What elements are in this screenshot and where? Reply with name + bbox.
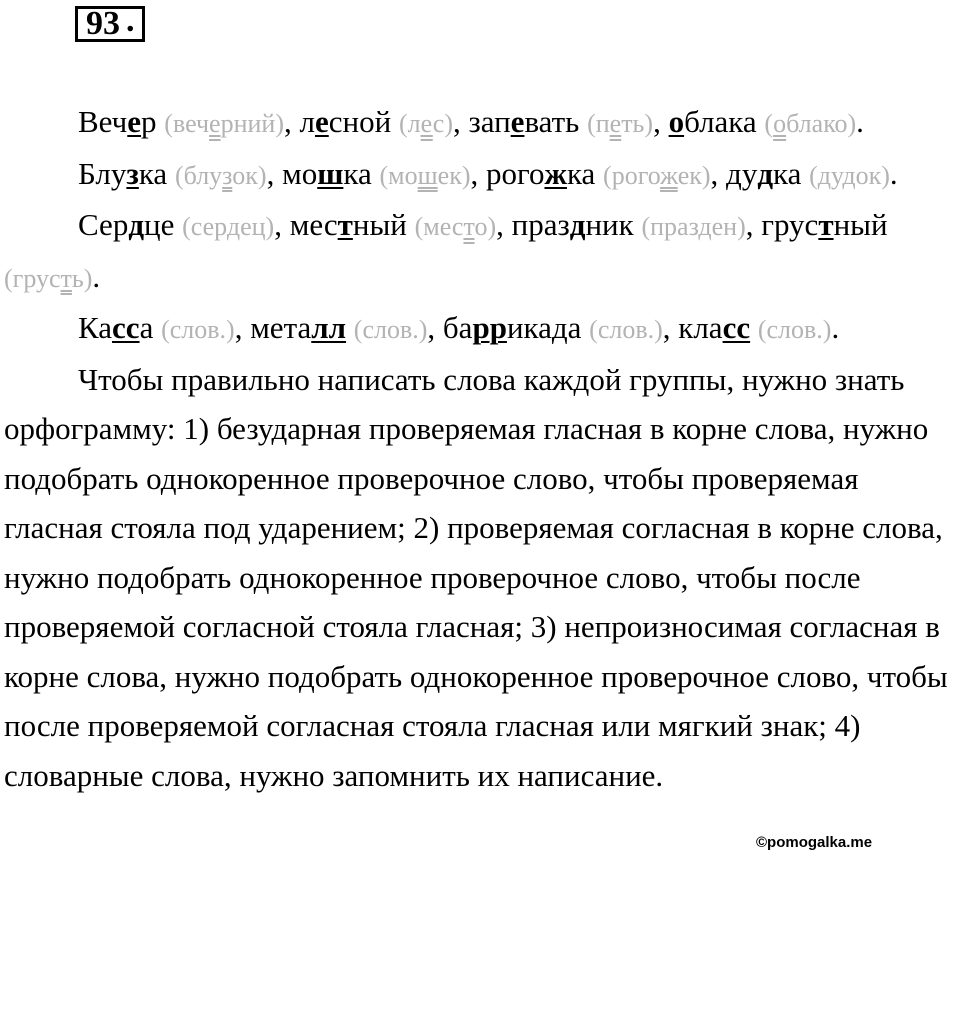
word-part: зап <box>468 104 511 139</box>
word-part: ка <box>773 155 802 191</box>
hint-part: ок) <box>232 160 267 190</box>
check-word-hint <box>764 109 856 138</box>
word-part: ду <box>726 155 758 191</box>
word-part: грус <box>761 207 819 242</box>
word-part: ба <box>442 310 473 345</box>
check-word-hint <box>587 109 653 138</box>
spelling-letter: сс <box>722 310 751 345</box>
spelling-letter: з <box>126 155 139 191</box>
word <box>468 104 579 139</box>
separator: , <box>653 104 669 139</box>
spelling-letter: рр <box>472 310 507 345</box>
hint-part: (сер <box>182 212 227 241</box>
separator: , <box>427 310 443 345</box>
word <box>512 207 634 242</box>
hint-part: блако) <box>786 109 857 138</box>
word <box>726 156 801 191</box>
hint-letter: д <box>842 160 856 190</box>
spelling-letter: ж <box>544 155 567 191</box>
word-group-1 <box>4 97 954 149</box>
word-part: а <box>139 310 154 345</box>
spelling-letter: д <box>128 207 145 242</box>
hint-part: (грус <box>4 263 61 293</box>
separator: , <box>745 207 762 242</box>
hint-part: (ду <box>809 160 843 190</box>
word-part: мета <box>250 310 312 345</box>
check-word-hint <box>182 212 274 241</box>
hint-letter: д <box>226 212 241 241</box>
word-part: ник <box>585 207 634 242</box>
hint-part: ек) <box>437 160 471 190</box>
hint-part: рний) <box>220 109 284 138</box>
hint-part: (мо <box>379 160 418 190</box>
separator: . <box>856 104 864 139</box>
word <box>443 310 582 345</box>
spelling-letter: д <box>569 207 586 242</box>
check-word-hint <box>415 212 497 241</box>
hint-part: ец) <box>240 212 275 241</box>
hint-part: (слов.) <box>353 315 428 344</box>
hint-part: (блу <box>174 160 223 190</box>
check-word-hint <box>380 161 471 190</box>
word-part: икада <box>506 310 582 345</box>
word <box>486 156 595 191</box>
spelling-letter: е <box>314 104 329 139</box>
check-word-hint <box>809 161 890 190</box>
hint-letter: ш <box>417 160 438 190</box>
word <box>282 156 372 191</box>
word-part: мес <box>289 207 338 242</box>
hint-part: о) <box>474 212 497 241</box>
check-word-hint <box>589 315 663 344</box>
word-group-4 <box>4 303 954 355</box>
hint-letter: т <box>60 263 72 293</box>
word-part: блака <box>684 104 757 139</box>
hint-letter: е <box>609 109 622 138</box>
word <box>300 104 392 139</box>
explanation-paragraph: Чтобы правильно написать слова каждой группы, нужно знать орфограмму: 1) безударная проверяемая гласная в корне слова, нужно подобрать однокоренное проверочное слово, чтобы проверяемая гласная стояла под ударением; 2) проверяемая согласная в корне слова, нужно подобрать однокоренное проверочное слово, чтобы после проверяемой согласной стояла гласная; 3) непроизносимая согласная в корне слова, нужно подобрать однокоренное проверочное слово, чтобы после проверяемой согласная стояла гласная или мягкий знак; 4) словарные слова, нужно запомнить их написание. <box>4 361 948 793</box>
separator: , <box>496 207 512 242</box>
spelling-letter: е <box>127 104 142 139</box>
word-group-3 <box>4 200 954 303</box>
separator: . <box>889 155 898 191</box>
word-part: л <box>299 104 315 139</box>
word <box>678 310 750 345</box>
word-part: вать <box>524 104 580 139</box>
separator: , <box>266 155 283 191</box>
word <box>78 104 157 139</box>
hint-part: (слов.) <box>589 315 663 344</box>
hint-letter: ж <box>660 160 678 190</box>
hint-letter: т <box>463 212 475 241</box>
exercise-number: 93 <box>86 5 120 42</box>
word-part: це <box>144 207 175 242</box>
watermark: ©pomogalka.me <box>756 834 873 851</box>
check-word-hint <box>641 212 745 241</box>
hint-part: (слов.) <box>757 315 832 344</box>
hint-part: (л <box>398 109 421 138</box>
check-word-hint <box>758 315 832 344</box>
word-part: ка <box>343 155 372 191</box>
word-group-2 <box>4 149 954 201</box>
hint-part: ь) <box>71 263 93 293</box>
hint-letter: з <box>222 160 233 190</box>
separator: , <box>274 207 290 242</box>
separator: , <box>284 104 300 139</box>
separator: , <box>234 310 251 345</box>
word-part: Веч <box>78 104 128 139</box>
separator: , <box>470 155 486 191</box>
check-word-hint <box>161 315 235 344</box>
separator: . <box>831 310 840 345</box>
hint-letter: е <box>420 109 433 138</box>
hint-letter: о <box>773 109 787 138</box>
word-part: ка <box>138 155 168 191</box>
word-part: ный <box>833 207 888 242</box>
hint-part: ок) <box>855 160 890 190</box>
spelling-letter: д <box>757 155 774 191</box>
spelling-letter: е <box>510 104 525 139</box>
check-word-hint <box>603 161 711 190</box>
separator: , <box>662 310 679 345</box>
separator: . <box>92 258 101 294</box>
spelling-letter: о <box>668 104 685 139</box>
word-part: мо <box>282 155 318 191</box>
hint-part: (праз <box>641 212 699 241</box>
word-part: рого <box>486 155 545 191</box>
check-word-hint <box>4 264 92 293</box>
spelling-letter: сс <box>112 310 140 345</box>
word-part: Сер <box>78 207 129 242</box>
word-part: сной <box>328 104 392 139</box>
hint-part: (п <box>587 109 610 138</box>
hint-part: (мес <box>414 212 464 241</box>
check-word-hint <box>354 315 428 344</box>
spelling-letter: лл <box>311 310 347 345</box>
word <box>78 207 174 242</box>
word <box>78 310 153 345</box>
hint-part: ек) <box>677 160 711 190</box>
hint-part: (веч <box>164 109 210 138</box>
exercise-number-dot: . <box>126 2 135 39</box>
hint-letter: е <box>209 109 221 138</box>
word-part: Ка <box>78 310 113 345</box>
check-word-hint <box>399 109 453 138</box>
separator: , <box>452 104 469 139</box>
hint-part: (слов.) <box>161 315 235 344</box>
hint-part: (рого <box>603 160 661 190</box>
spelling-letter: т <box>337 207 353 242</box>
hint-part: ть) <box>621 109 654 138</box>
word <box>250 310 346 345</box>
word-part: ный <box>352 207 407 242</box>
word <box>78 156 167 191</box>
word <box>669 104 757 139</box>
word <box>761 207 887 242</box>
hint-part: ( <box>764 109 774 138</box>
exercise-number-box <box>75 6 145 42</box>
word-part: кла <box>678 310 723 345</box>
hint-part: с) <box>432 109 453 138</box>
spelling-letter: т <box>818 207 834 242</box>
word-part: ка <box>566 155 596 191</box>
hint-part: ен) <box>711 212 746 241</box>
check-word-hint <box>175 161 267 190</box>
word-part: Блу <box>78 155 127 191</box>
check-word-hint <box>164 109 284 138</box>
spelling-letter: ш <box>317 155 344 191</box>
word-part: р <box>141 104 157 139</box>
word-part: праз <box>511 207 570 242</box>
word <box>290 207 407 242</box>
separator: , <box>710 155 727 191</box>
exercise-text <box>4 97 954 800</box>
hint-letter: д <box>698 212 712 241</box>
